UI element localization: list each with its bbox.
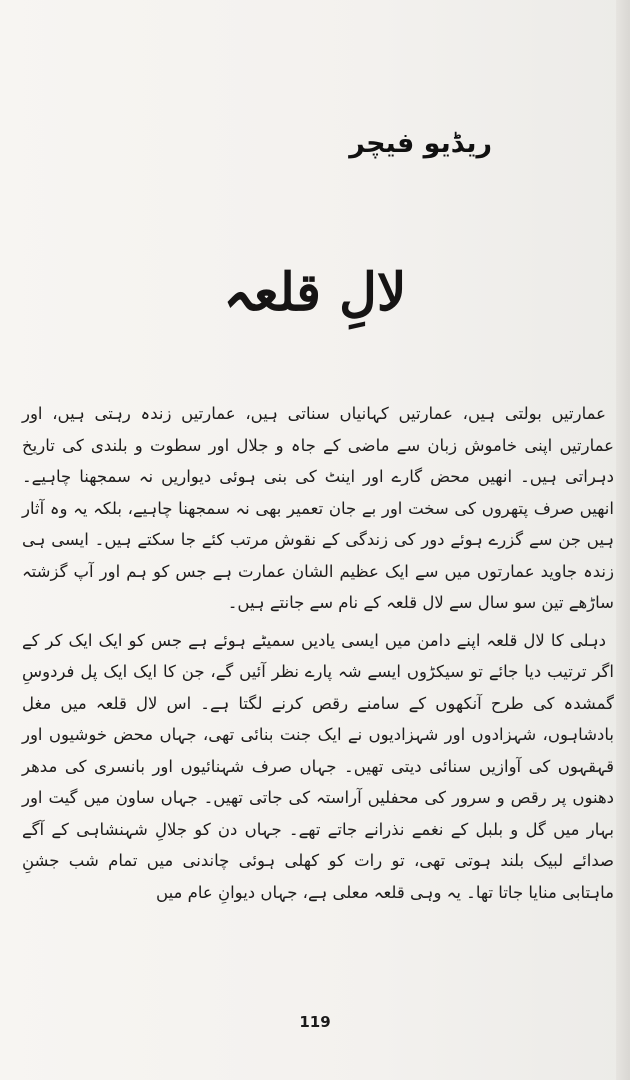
section-title: ریڈیو فیچر [349,128,492,159]
page-number: 119 [299,1013,331,1031]
paragraph: دہلی کا لال قلعہ اپنے دامن میں ایسی یادیں سمیٹے ہوئے ہے جس کو ایک ایک کر کے اگر ترتیب دیا جائے تو سیکڑوں ایسے شہ پارے نظر آئیں گے، جن کا ایک ایک پل فردوسِ گمشدہ کی طرح آنکھوں کے سامنے رقص کرنے لگتا ہے۔ اس لال قلعہ میں مغل بادشاہوں، شہزادوں اور شہزادیوں نے ایک جنت بنائی تھی، جہاں محض خوشیوں اور قہقہوں کی آوازیں سنائی دیتی تھیں۔ جہاں صرف شہنائیوں اور بانسری کی مدھر دھنوں پر رقص و سرور کی محفلیں آراستہ کی جاتی تھیں۔ جہاں ساون میں گیت اور بہار میں گل و بلبل کے نغمے نذرانے جاتے تھے۔ جہاں دن کو جلالِ شہنشاہی کے آگے صدائے لبیک بلند ہوتی تھی، تو رات کو کھلی ہوئی چاندنی میں تمام شب جشنِ ماہتابی منایا جاتا تھا۔ یہ وہی قلعہ معلی ہے، جہاں دیوانِ عام میں [22,630,614,902]
paragraph: عمارتیں بولتی ہیں، عمارتیں کہانیاں سناتی ہیں، عمارتیں زندہ رہتی ہیں، اور عمارتیں اپنی خاموش زبان سے ماضی کے جاہ و جلال اور سطوت و بلندی کی تاریخ دہراتی ہیں۔ انھیں محض گارے اور اینٹ کی بنی ہوئی دیواریں نہ سمجھنا چاہیے۔ انھیں صرف پتھروں کی سخت اور بے جان تعمیر بھی نہ سمجھنا چاہیے، بلکہ یہ وہ آثار ہیں جن سے گزرے ہوئے دور کی زندگی کے نقوش مرتب کئے جا سکتے ہیں۔ ایسی ہی زندہ جاوید عمارتوں میں سے ایک عظیم الشان عمارت ہے جس کو ہم اور آپ گزشتہ ساڑھے تین سو سال سے لال قلعہ کے نام سے جانتے ہیں۔ [22,404,614,612]
body-text [22,398,614,908]
page-binding-edge [616,0,630,1080]
chapter-title: لالِ قلعہ [223,262,407,323]
